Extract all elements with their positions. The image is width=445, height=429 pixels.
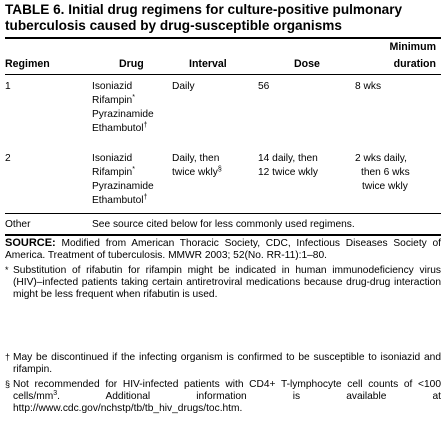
header-rule xyxy=(5,74,441,75)
regimen-number: 1 xyxy=(5,81,11,92)
dose-value: 56 xyxy=(258,81,270,92)
interval-value: Daily, then xyxy=(172,153,220,164)
footnote-text: Substitution of rifabutin for rifampin might be indicated in human immunodeficiency virus (HIV)–infected patients taking certain antiretroviral medications because drug-drug interaction might be less frequent when rifabutin is used. xyxy=(13,265,441,301)
table-title-line-1: TABLE 6. Initial drug regimens for culture-positive pulmonary xyxy=(5,2,403,17)
duration-value: 8 wks xyxy=(355,81,382,92)
drug-name: Ethambutol† xyxy=(92,122,148,134)
regimen-number: 2 xyxy=(5,153,11,164)
header-regimen: Regimen xyxy=(5,58,50,70)
footnote xyxy=(5,265,441,302)
top-rule xyxy=(5,37,441,39)
footnote-mark: * xyxy=(5,265,9,275)
drug-name: Pyrazinamide xyxy=(92,109,154,120)
duration-value: then 6 wks xyxy=(361,167,410,178)
header-duration-line-2: duration xyxy=(393,58,436,70)
dose-value: 14 daily, then xyxy=(258,153,318,164)
drug-name: Isoniazid xyxy=(92,153,133,164)
duration-value: 2 wks daily, xyxy=(355,153,407,164)
footnote xyxy=(5,379,441,416)
interval-value: Daily xyxy=(172,81,195,92)
row-rule xyxy=(5,213,441,214)
table-title xyxy=(5,2,441,34)
footnote-text: May be discontinued if the infecting organism is confirmed to be susceptible to isoniazid and rifampin. xyxy=(13,352,441,376)
table-title-line-2: tuberculosis caused by drug-susceptible organisms xyxy=(5,18,342,33)
drug-name: Rifampin* xyxy=(92,166,135,178)
source-text: Modified from American Thoracic Society, CDC, Infectious Diseases Society of America. Treatment of tuberculosis. MMWR 2003; 52(No. RR-11):1–80. xyxy=(5,238,441,262)
source-label: SOURCE: xyxy=(5,237,56,249)
bottom-rule xyxy=(5,234,441,236)
dose-value: 12 twice wkly xyxy=(258,167,319,178)
drug-name: Pyrazinamide xyxy=(92,181,154,192)
header-interval: Interval xyxy=(189,58,227,70)
drug-name: Ethambutol† xyxy=(92,194,148,206)
duration-value: twice wkly xyxy=(362,181,408,192)
footnote xyxy=(5,352,441,376)
header-dose: Dose xyxy=(294,58,320,70)
header-duration-line-1: Minimum xyxy=(389,41,436,53)
drug-name: Rifampin* xyxy=(92,94,135,106)
header-drug: Drug xyxy=(119,58,144,70)
source-note xyxy=(5,237,441,262)
drug-name: Isoniazid xyxy=(92,81,133,92)
interval-value: twice wkly§ xyxy=(172,166,222,178)
footnote-text: Not recommended for HIV-infected patients with CD4+ T-lymphocyte cell counts of <100 cells/$mm^3$. Additional information is available at http://www.cdc.gov/nchstp/tb/tb_hiv_drugs/toc.htm. xyxy=(13,379,441,415)
regimen-other: Other xyxy=(5,219,31,230)
footnote-mark: § xyxy=(5,379,11,389)
footnote-mark: † xyxy=(5,352,11,362)
other-regimens-note: See source cited below for less commonly used regimens. xyxy=(92,219,355,230)
